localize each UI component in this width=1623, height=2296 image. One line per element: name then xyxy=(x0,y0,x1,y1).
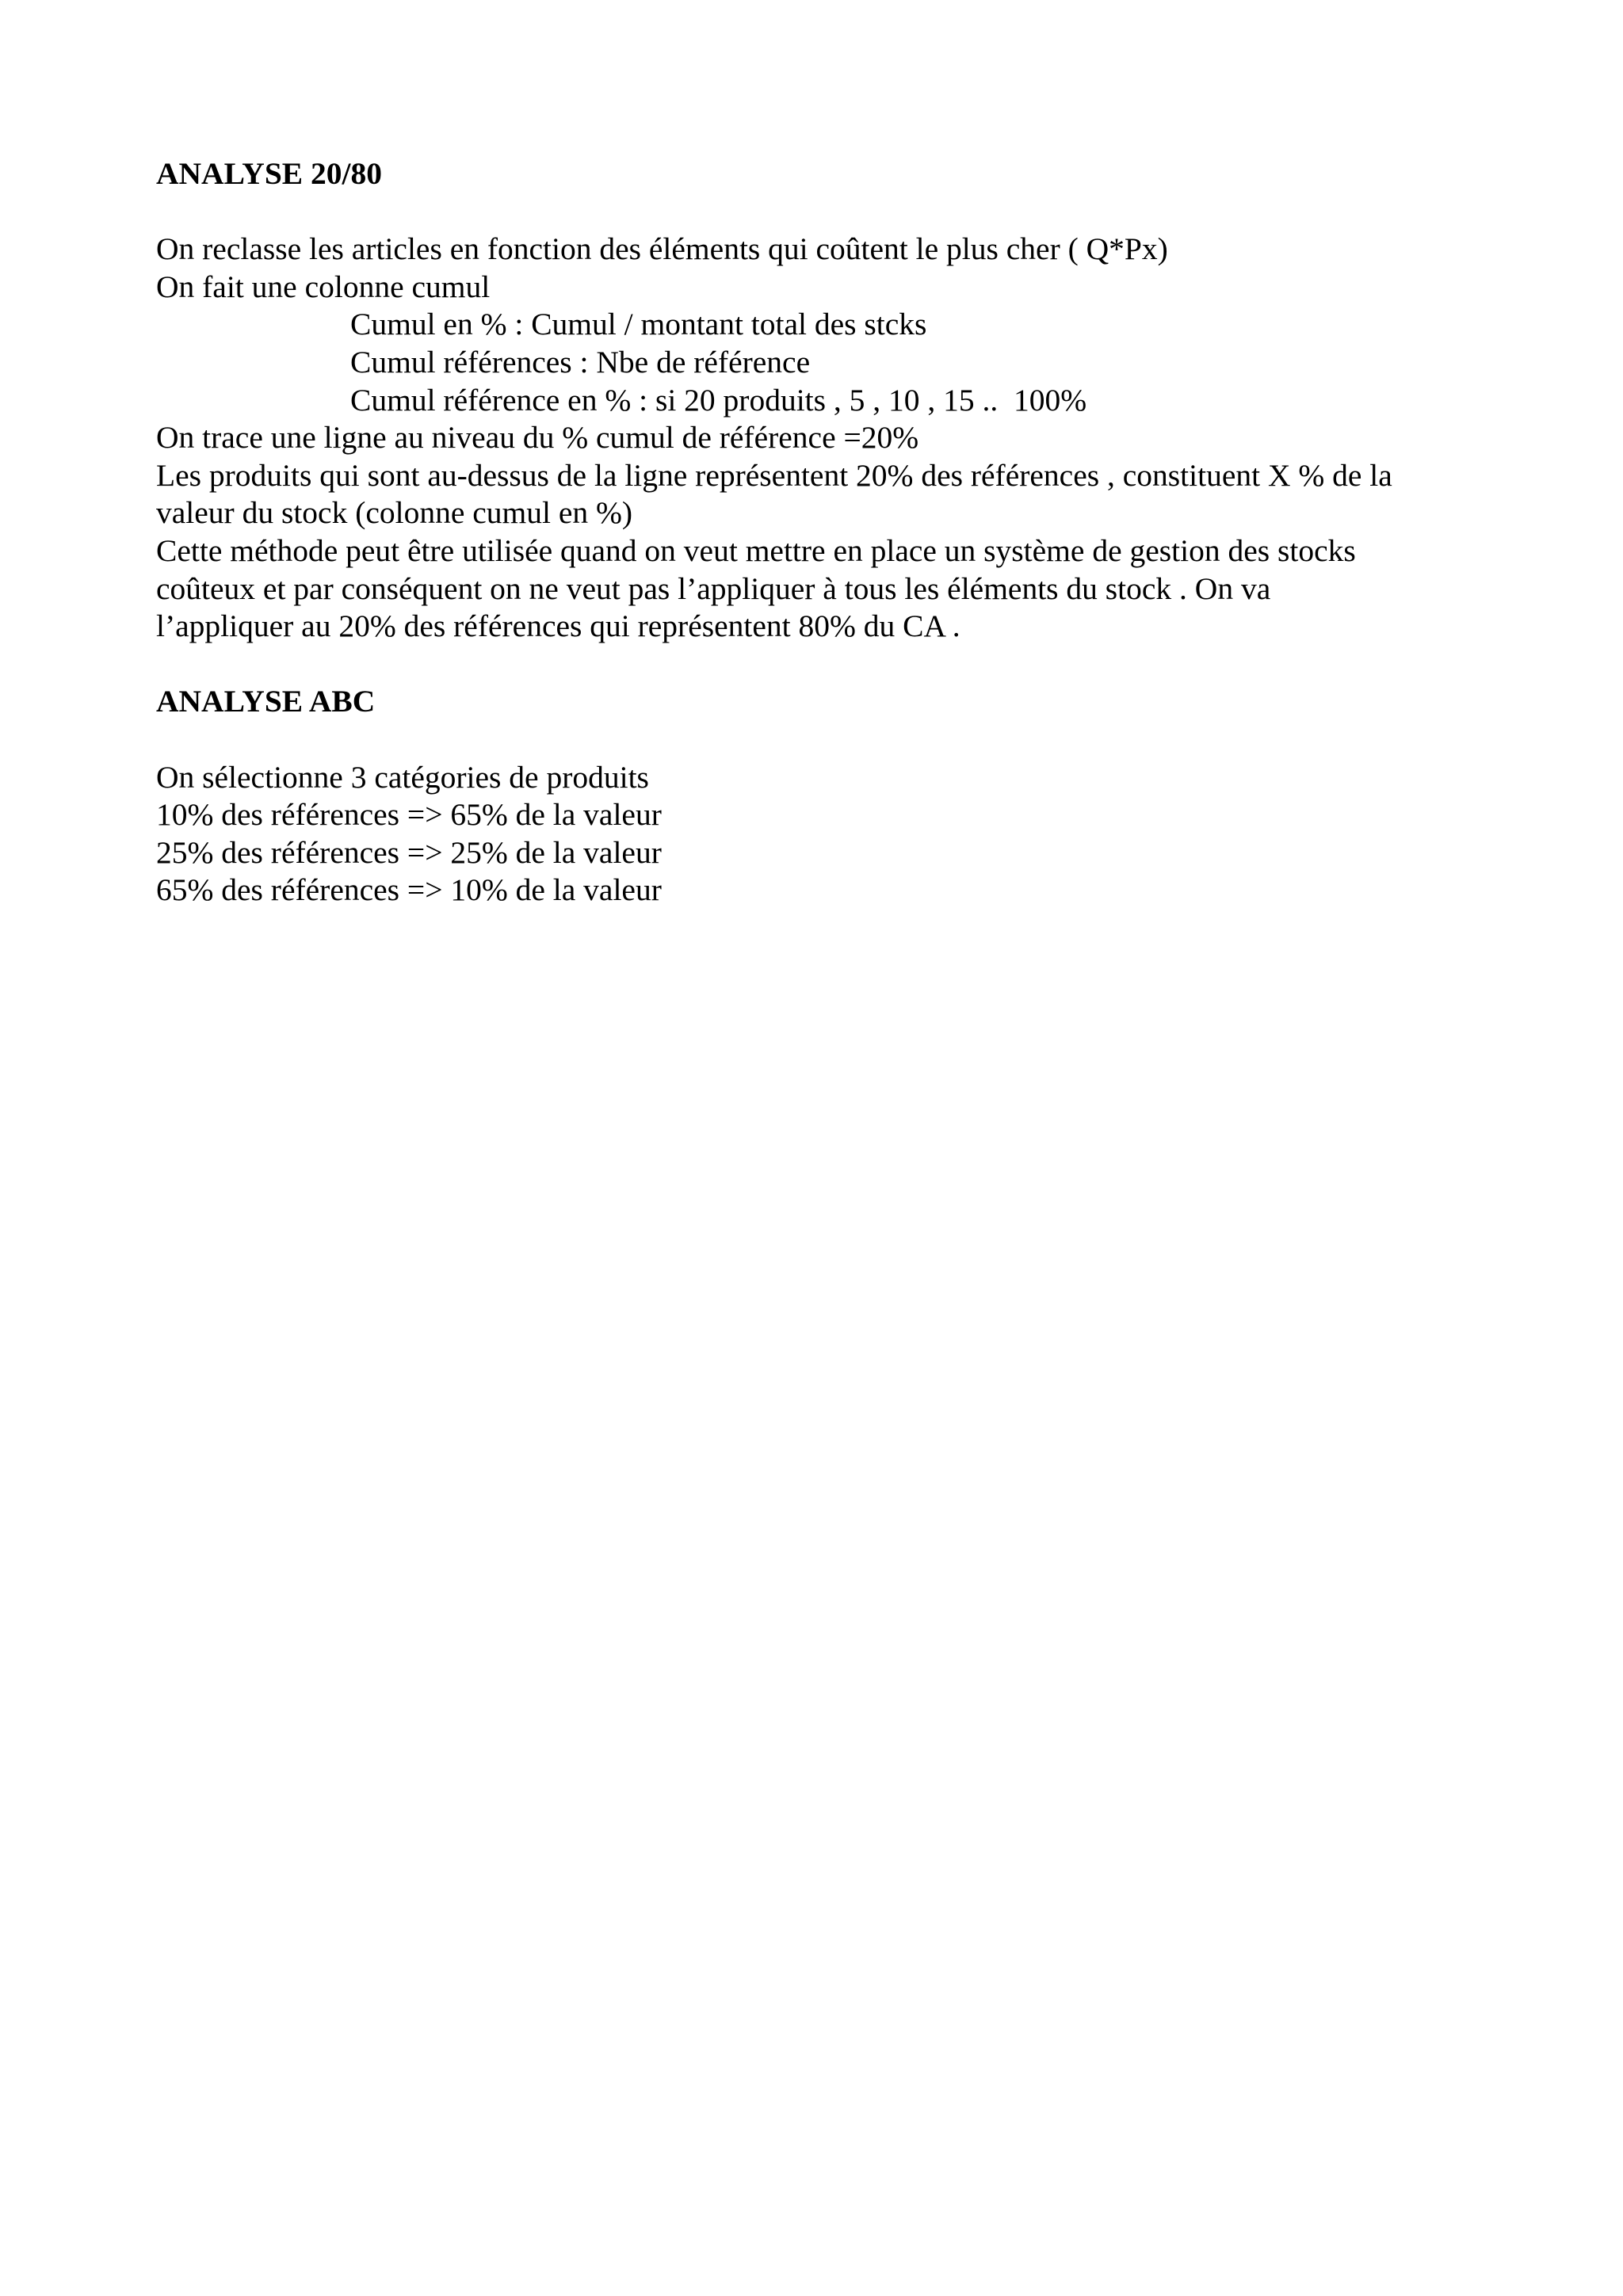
paragraph-line: On trace une ligne au niveau du % cumul de référence =20% xyxy=(156,420,919,456)
indented-line: Cumul références : Nbe de référence xyxy=(350,344,811,379)
paragraph-line: coûteux et par conséquent on ne veut pas l’appliquer à tous les éléments du stock . On va xyxy=(156,570,1271,606)
paragraph-line: Les produits qui sont au-dessus de la ligne représentent 20% des références , constituent X % de la xyxy=(156,457,1392,493)
paragraph-line: Cette méthode peut être utilisée quand on veut mettre en place un système de gestion des stocks xyxy=(156,532,1356,568)
section-heading-analyse-20-80: ANALYSE 20/80 xyxy=(156,156,382,191)
paragraph-line: On fait une colonne cumul xyxy=(156,269,491,304)
paragraph-line: valeur du stock (colonne cumul en %) xyxy=(156,495,633,531)
indented-line: Cumul en % : Cumul / montant total des stcks xyxy=(350,307,927,342)
document-body xyxy=(156,155,1503,910)
paragraph-line: 25% des références => 25% de la valeur xyxy=(156,834,662,870)
paragraph-line: l’appliquer au 20% des références qui représentent 80% du CA . xyxy=(156,608,960,644)
section-heading-analyse-abc: ANALYSE ABC xyxy=(156,684,376,719)
paragraph-line: 65% des références => 10% de la valeur xyxy=(156,872,662,908)
blank-line xyxy=(156,646,1503,684)
paragraph-line: On reclasse les articles en fonction des éléments qui coûtent le plus cher ( Q*Px) xyxy=(156,231,1168,267)
blank-line xyxy=(156,721,1503,759)
indented-line: Cumul référence en % : si 20 produits , 5 , 10 , 15 .. 100% xyxy=(350,382,1087,418)
paragraph-line: On sélectionne 3 catégories de produits xyxy=(156,759,649,795)
blank-line xyxy=(156,193,1503,231)
paragraph-line: 10% des références => 65% de la valeur xyxy=(156,797,662,833)
